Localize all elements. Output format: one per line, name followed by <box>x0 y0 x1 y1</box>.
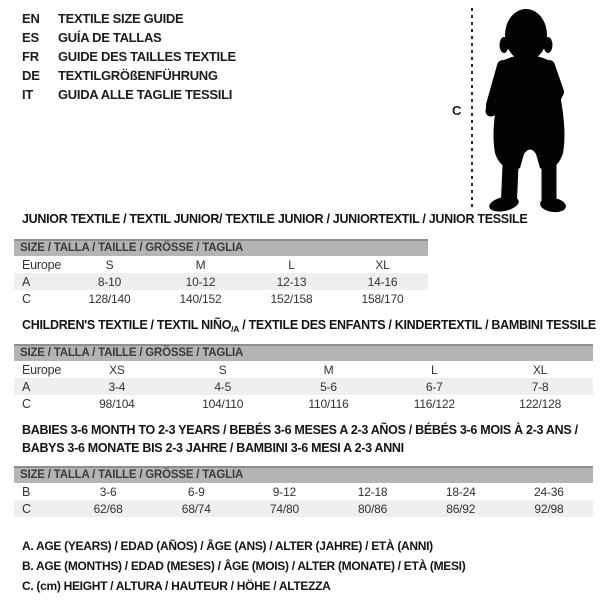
language-code: IT <box>22 87 34 102</box>
size-cell: 158/170 <box>361 291 404 306</box>
language-row <box>22 47 236 66</box>
junior-table-title: JUNIOR TEXTILE / TEXTIL JUNIOR/ TEXTILE JUNIOR / JUNIORTEXTIL / JUNIOR TESSILE <box>22 212 528 226</box>
height-label: C <box>452 103 462 118</box>
size-cell: 3-4 <box>108 379 126 394</box>
size-cell: 98/104 <box>99 396 135 411</box>
table-row-age <box>14 273 428 290</box>
children-size-table <box>14 344 593 412</box>
size-cell: XS <box>109 362 125 377</box>
row-label: B <box>22 484 31 499</box>
size-cell: 12-13 <box>276 274 307 289</box>
size-cell: 152/158 <box>270 291 313 306</box>
size-cell: 8-10 <box>97 274 122 289</box>
footnote-height: C. (cm) HEIGHT / ALTURA / HAUTEUR / HÖHE / ALTEZZA <box>22 579 331 593</box>
size-cell: 104/110 <box>202 396 244 411</box>
table-row-europe <box>14 256 428 273</box>
row-label: Europe <box>22 257 62 272</box>
size-cell: S <box>218 362 227 377</box>
junior-size-table <box>14 239 428 307</box>
size-cell: 92/98 <box>534 501 564 516</box>
size-cell: 6-9 <box>187 484 205 499</box>
size-cell: 3-6 <box>99 484 117 499</box>
language-list <box>22 9 236 104</box>
language-code: EN <box>22 11 40 26</box>
size-cell: 80/86 <box>358 501 388 516</box>
table-row-age <box>14 378 593 395</box>
size-header-bar: SIZE / TALLA / TAILLE / GRÖSSE / TAGLIA <box>14 466 593 483</box>
size-cell: 10-12 <box>185 274 216 289</box>
row-label: C <box>22 396 31 411</box>
size-header-bar: SIZE / TALLA / TAILLE / GRÖSSE / TAGLIA <box>14 344 593 361</box>
babies-table-title-line1: BABIES 3-6 MONTH TO 2-3 YEARS / BEBÉS 3-6 MESES A 2-3 AÑOS / BÉBÉS 3-6 MOIS À 2-3 ANS / <box>22 423 578 437</box>
table-row-height <box>14 500 593 517</box>
title-subscript: /A <box>231 324 240 334</box>
language-row <box>22 9 236 28</box>
size-cell: 6-7 <box>425 379 443 394</box>
table-row-months <box>14 483 593 500</box>
size-cell: 14-16 <box>367 274 398 289</box>
language-code: DE <box>22 68 40 83</box>
row-label: A <box>22 274 31 289</box>
size-cell: 12-18 <box>357 484 388 499</box>
language-row <box>22 28 236 47</box>
table-row-height <box>14 395 593 412</box>
size-cell: 4-5 <box>214 379 232 394</box>
table-row-height <box>14 290 428 307</box>
title-text: CHILDREN'S TEXTILE / TEXTIL NIÑO <box>22 318 232 332</box>
size-cell: L <box>288 257 295 272</box>
size-cell: 7-8 <box>531 379 549 394</box>
row-label: Europe <box>22 362 62 377</box>
row-label: A <box>22 379 31 394</box>
size-cell: 140/152 <box>179 291 222 306</box>
size-cell: M <box>195 257 206 272</box>
size-cell: 68/74 <box>181 501 211 516</box>
size-cell: 86/92 <box>446 501 476 516</box>
size-cell: 116/122 <box>413 396 455 411</box>
size-cell: XL <box>375 257 390 272</box>
row-label: C <box>22 501 31 516</box>
size-cell: XL <box>532 362 548 377</box>
language-title: GUIDE DES TAILLES TEXTILE <box>58 49 236 64</box>
footnotes <box>22 536 465 596</box>
size-cell: 122/128 <box>519 396 562 411</box>
babies-size-table <box>14 466 593 517</box>
title-text: / TEXTILE DES ENFANTS / KINDERTEXTIL / BAMBINI TESSILE <box>239 318 596 332</box>
size-cell: 110/116 <box>308 396 349 411</box>
footnote-age-years: A. AGE (YEARS) / EDAD (AÑOS) / ÂGE (ANS) / ALTER (JAHRE) / ETÀ (ANNI) <box>22 539 433 553</box>
babies-table-title-line2: BABYS 3-6 MONATE BIS 2-3 JAHRE / BAMBINI 3-6 MESI A 2-3 ANNI <box>22 441 404 455</box>
size-cell: 18-24 <box>445 484 476 499</box>
language-row <box>22 66 236 85</box>
height-dotted-line <box>471 8 473 210</box>
language-title: TEXTILE SIZE GUIDE <box>58 11 184 26</box>
size-cell: 5-6 <box>320 379 337 394</box>
size-cell: 128/140 <box>88 291 131 306</box>
size-header-bar: SIZE / TALLA / TAILLE / GRÖSSE / TAGLIA <box>14 239 428 256</box>
children-table-title <box>22 318 596 334</box>
baby-silhouette-icon <box>478 4 578 214</box>
size-cell: 62/68 <box>93 501 123 516</box>
language-row <box>22 85 236 104</box>
language-code: FR <box>22 49 39 64</box>
language-title: GUÍA DE TALLAS <box>58 30 162 45</box>
size-cell: 24-36 <box>534 484 564 499</box>
size-cell: L <box>431 362 438 377</box>
row-label: C <box>22 291 31 306</box>
language-title: GUIDA ALLE TAGLIE TESSILI <box>58 87 233 102</box>
table-row-europe <box>14 361 593 378</box>
size-cell: 74/80 <box>269 501 299 516</box>
language-code: ES <box>22 30 39 45</box>
size-cell: 9-12 <box>272 484 297 499</box>
size-cell: S <box>105 257 114 272</box>
language-title: TEXTILGRÖßENFÜHRUNG <box>58 68 218 83</box>
footnote-age-months: B. AGE (MONTHS) / EDAD (MESES) / ÂGE (MOIS) / ALTER (MONATE) / ETÀ (MESI) <box>22 559 466 573</box>
size-cell: M <box>323 362 334 377</box>
